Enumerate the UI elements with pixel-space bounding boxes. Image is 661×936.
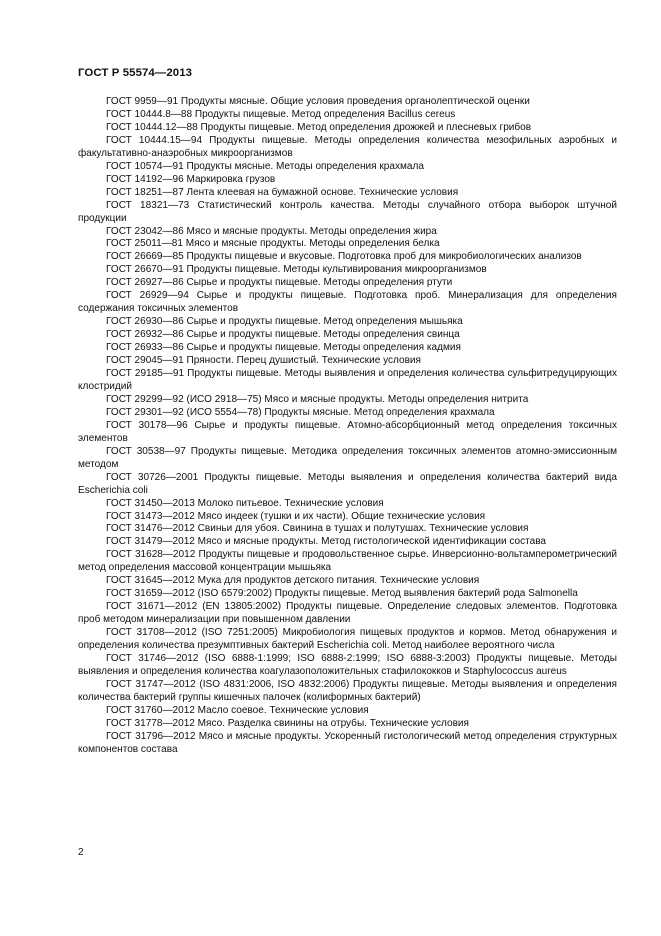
reference-item: ГОСТ 31671—2012 (EN 13805:2002) Продукты пищевые. Определение следовых элементов. Подготовка проб методом минерализации при повышенном давлении	[78, 601, 617, 626]
reference-item: ГОСТ 26927—86 Сырье и продукты пищевые. Методы определения ртути	[106, 277, 453, 289]
reference-item: ГОСТ 31760—2012 Масло соевое. Технические условия	[106, 704, 369, 716]
reference-item: ГОСТ 31659—2012 (ISO 6579:2002) Продукты пищевые. Метод выявления бактерий рода Salmonella	[106, 588, 578, 600]
normative-references-list	[78, 96, 617, 757]
reference-item: ГОСТ 29301—92 (ИСО 5554—78) Продукты мясные. Метод определения крахмала	[106, 406, 495, 418]
reference-item: ГОСТ 9959—91 Продукты мясные. Общие условия проведения органолептической оценки	[106, 96, 530, 107]
reference-item: ГОСТ 29045—91 Пряности. Перец душистый. Технические условия	[106, 355, 421, 367]
reference-item: ГОСТ 26932—86 Сырье и продукты пищевые. Методы определения свинца	[106, 329, 460, 341]
reference-item: ГОСТ 26933—86 Сырье и продукты пищевые. Методы определения кадмия	[106, 342, 461, 354]
reference-item: ГОСТ 31479—2012 Мясо и мясные продукты. Метод гистологической идентификации состава	[106, 536, 547, 548]
reference-item: ГОСТ 23042—86 Мясо и мясные продукты. Методы определения жира	[106, 225, 437, 237]
reference-item: ГОСТ 18321—73 Статистический контроль качества. Методы случайного отбора выборок штучной продукции	[78, 199, 617, 224]
reference-item: ГОСТ 31778—2012 Мясо. Разделка свинины на отрубы. Технические условия	[106, 717, 469, 729]
reference-item: ГОСТ 31476—2012 Свиньи для убоя. Свинина в тушах и полутушах. Технические условия	[106, 523, 529, 535]
reference-item: ГОСТ 31628—2012 Продукты пищевые и продовольственное сырье. Инверсионно-вольтамперометрический метод определения массовой концентрации мышьяка	[78, 549, 617, 574]
reference-item: ГОСТ 30178—96 Сырье и продукты пищевые. Атомно-абсорбционный метод определения токсичных элементов	[78, 419, 617, 444]
reference-item: ГОСТ 10444.15—94 Продукты пищевые. Методы определения количества мезофильных аэробных и факультативно-анаэробных микроорганизмов	[78, 134, 617, 159]
reference-item: ГОСТ 29185—91 Продукты пищевые. Методы выявления и определения количества сульфитредуцирующих клостридий	[78, 368, 617, 392]
reference-item: ГОСТ 31473—2012 Мясо индеек (тушки и их части). Общие технические условия	[106, 510, 486, 522]
reference-item: ГОСТ 31796—2012 Мясо и мясные продукты. Ускоренный гистологический метод определения структурных компонентов состава	[78, 730, 617, 755]
reference-item: ГОСТ 18251—87 Лента клеевая на бумажной основе. Технические условия	[106, 186, 459, 198]
reference-item: ГОСТ 26669—85 Продукты пищевые и вкусовые. Подготовка проб для микробиологических анализов	[106, 251, 582, 263]
reference-item: ГОСТ 30726—2001 Продукты пищевые. Методы выявления и определения количества бактерий вида Escherichia coli	[78, 471, 617, 496]
reference-item: ГОСТ 10574—91 Продукты мясные. Методы определения крахмала	[106, 160, 424, 172]
page-number: 2	[78, 847, 84, 858]
reference-item: ГОСТ 31708—2012 (ISO 7251:2005) Микробиология пищевых продуктов и кормов. Метод обнаружения и определения количества презумптивных бактерий Escherichia coli. Метод наиболее вероятного числа	[78, 627, 617, 652]
reference-item: ГОСТ 26670—91 Продукты пищевые. Методы культивирования микроорганизмов	[106, 264, 487, 276]
reference-item: ГОСТ 31645—2012 Мука для продуктов детского питания. Технические условия	[106, 575, 480, 587]
reference-item: ГОСТ 26929—94 Сырье и продукты пищевые. Подготовка проб. Минерализация для определения содержания токсичных элементов	[78, 290, 617, 315]
reference-item: ГОСТ 10444.8—88 Продукты пищевые. Метод определения Bacillus cereus	[106, 108, 456, 120]
reference-item: ГОСТ 29299—92 (ИСО 2918—75) Мясо и мясные продукты. Методы определения нитрита	[106, 393, 529, 405]
document-header-title: ГОСТ Р 55574—2013	[78, 67, 193, 79]
reference-item: ГОСТ 26930—86 Сырье и продукты пищевые. Метод определения мышьяка	[106, 316, 463, 328]
reference-item: ГОСТ 31450—2013 Молоко питьевое. Технические условия	[106, 497, 384, 509]
reference-item: ГОСТ 31747—2012 (ISO 4831:2006, ISO 4832:2006) Продукты пищевые. Методы выявления и определения количества бактерий группы кишечных палочек (колиформных бактерий)	[78, 678, 617, 703]
reference-item: ГОСТ 31746—2012 (ISO 6888-1:1999; ISO 6888-2:1999; ISO 6888-3:2003) Продукты пищевые. Методы выявления и определения количества коагулазоположительных стафилококков и Staphylococcus aureus	[78, 652, 617, 677]
reference-item: ГОСТ 25011—81 Мясо и мясные продукты. Методы определения белка	[106, 238, 440, 250]
reference-item: ГОСТ 30538—97 Продукты пищевые. Методика определения токсичных элементов атомно-эмиссионным методом	[78, 445, 617, 470]
reference-item: ГОСТ 10444.12—88 Продукты пищевые. Метод определения дрожжей и плесневых грибов	[106, 121, 532, 133]
reference-item: ГОСТ 14192—96 Маркировка грузов	[106, 173, 276, 185]
